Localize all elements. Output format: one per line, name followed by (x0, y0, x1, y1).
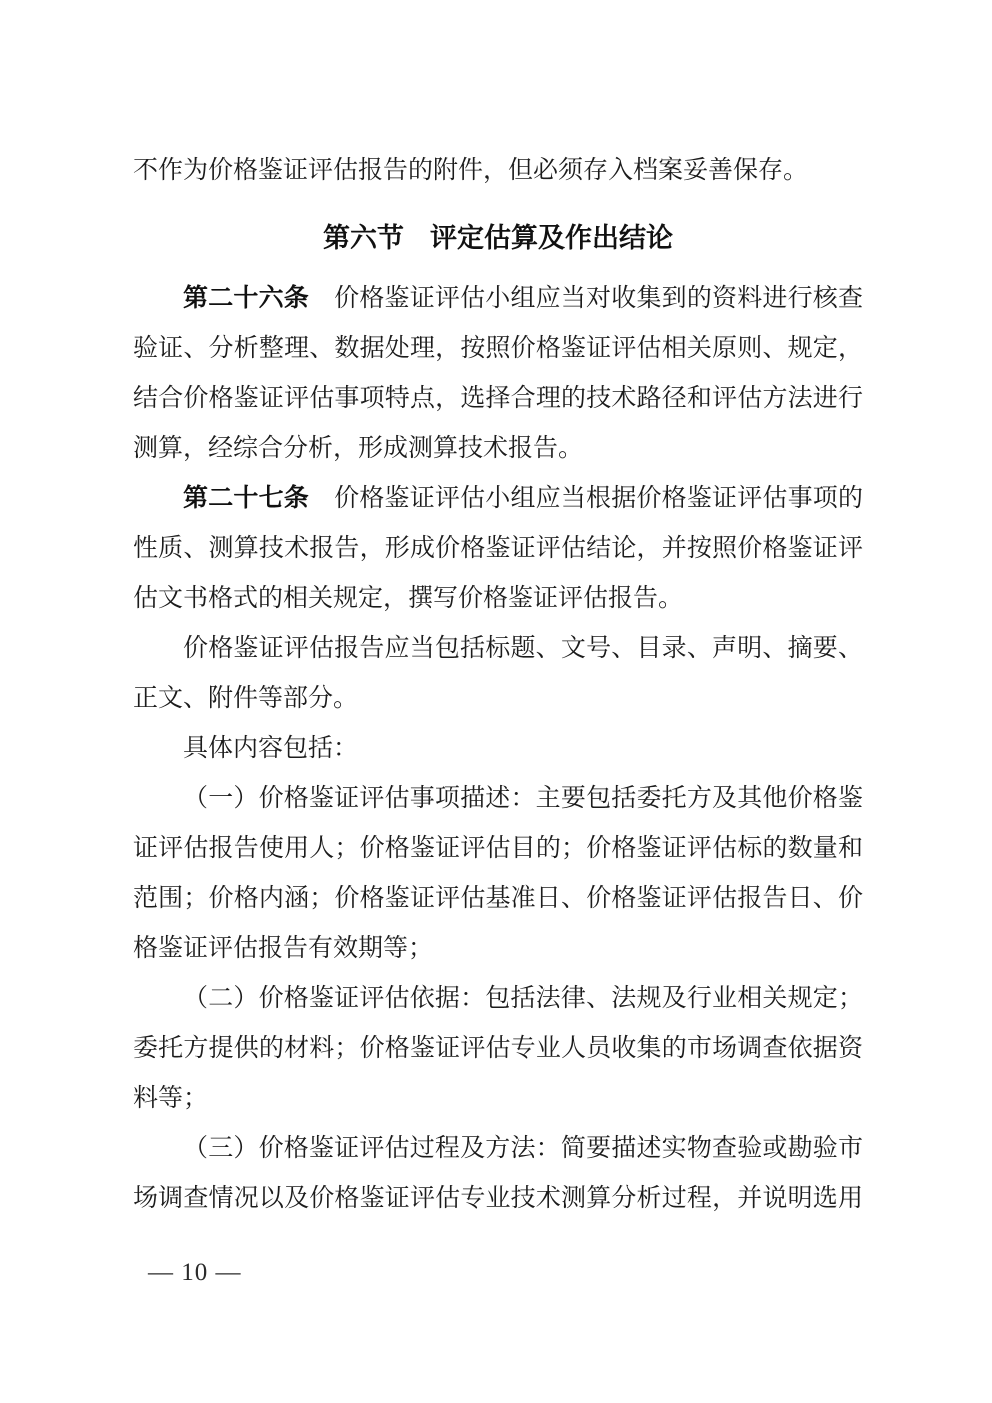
body-line (133, 1024, 863, 1074)
line-text: 验证、分析整理、数据处理，按照价格鉴证评估相关原则、规定， (133, 335, 863, 362)
line-text: 料等； (133, 1085, 209, 1112)
body-line (133, 524, 863, 574)
line-text: （二）价格鉴证评估依据：包括法律、法规及行业相关规定； (183, 985, 863, 1012)
line-text: 不作为价格鉴证评估报告的附件，但必须存入档案妥善保存。 (133, 157, 809, 184)
line-text: 价格鉴证评估小组应当根据价格鉴证评估事项的 (334, 485, 863, 512)
body-line (133, 1124, 863, 1174)
line-text: 估文书格式的相关规定，撰写价格鉴证评估报告。 (133, 585, 684, 612)
body-line (133, 1174, 863, 1224)
line-text: 价格鉴证评估报告应当包括标题、文号、目录、声明、摘要、 (183, 635, 863, 662)
line-text: 场调查情况以及价格鉴证评估专业技术测算分析过程，并说明选用 (133, 1185, 863, 1212)
page-number: — 10 — (148, 1259, 242, 1286)
body-line (133, 474, 863, 524)
body-line (133, 574, 863, 624)
line-text: 委托方提供的材料；价格鉴证评估专业人员收集的市场调查依据资 (133, 1035, 863, 1062)
body-line (133, 674, 863, 724)
line-text: 范围；价格内涵；价格鉴证评估基准日、价格鉴证评估报告日、价 (133, 885, 863, 912)
body-line (133, 146, 863, 196)
section-heading (133, 213, 863, 263)
article-term: 第二十六条 (183, 285, 309, 312)
line-text: （一）价格鉴证评估事项描述：主要包括委托方及其他价格鉴 (183, 785, 863, 812)
line-text: 格鉴证评估报告有效期等； (133, 935, 434, 962)
line-text: 正文、附件等部分。 (133, 685, 359, 712)
section-heading-title: 评定估算及作出结论 (430, 223, 673, 253)
line-text: 结合价格鉴证评估事项特点，选择合理的技术路径和评估方法进行 (133, 385, 863, 412)
line-text: 证评估报告使用人；价格鉴证评估目的；价格鉴证评估标的数量和 (133, 835, 863, 862)
body-line (133, 374, 863, 424)
body-line (133, 424, 863, 474)
line-text: 测算，经综合分析，形成测算技术报告。 (133, 435, 584, 462)
body-line (133, 824, 863, 874)
body-line (133, 1074, 863, 1124)
line-text: 性质、测算技术报告，形成价格鉴证评估结论，并按照价格鉴证评 (133, 535, 863, 562)
line-text: 具体内容包括： (183, 735, 359, 762)
line-text: （三）价格鉴证评估过程及方法：简要描述实物查验或勘验市 (183, 1135, 863, 1162)
section-heading-label: 第六节 (323, 223, 404, 253)
document-body (133, 146, 863, 1224)
body-line (133, 724, 863, 774)
body-line (133, 924, 863, 974)
body-line (133, 974, 863, 1024)
body-line (133, 324, 863, 374)
body-line (133, 624, 863, 674)
body-line (133, 774, 863, 824)
body-line (133, 874, 863, 924)
article-term: 第二十七条 (183, 485, 309, 512)
body-line (133, 274, 863, 324)
line-text: 价格鉴证评估小组应当对收集到的资料进行核查 (334, 285, 863, 312)
